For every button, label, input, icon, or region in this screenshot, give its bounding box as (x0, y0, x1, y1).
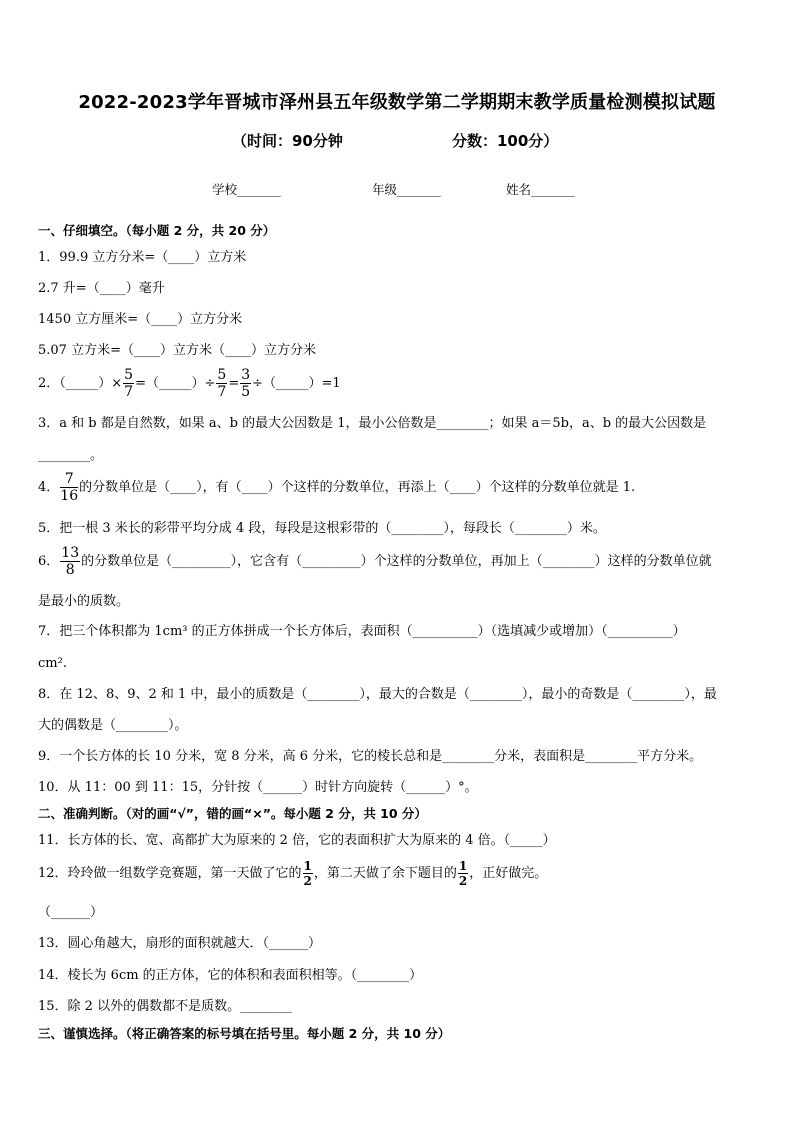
section-1-heading: 一、仔细填空。（每小题 2 分，共 20 分） (38, 223, 276, 238)
question-8a: 8．在 12、8、9、2 和 1 中，最小的质数是（________），最大的合数是（________），最小的奇数是（________），最 (38, 687, 717, 702)
question-4 (38, 472, 635, 503)
question-5: 5．把一根 3 米长的彩带平均分成 4 段，每段是这根彩带的（________），每段长（________）米。 (38, 521, 606, 536)
question-6 (38, 546, 712, 577)
q12-fraction-1: $\frac{1}{2}$ (303, 859, 312, 888)
exam-time: （时间：90分钟 (232, 132, 343, 150)
q2-part-3: = (228, 376, 240, 391)
q4-part-2: 的分数单位是（____），有（____）个这样的分数单位，再添上（____）个这样的分数单位就是 1. (79, 480, 636, 495)
question-3a: 3．a 和 b 都是自然数，如果 a、b 的最大公因数是 1，最小公倍数是________；如果 a＝5b，a、b 的最大公因数是 (38, 416, 707, 431)
q4-part-1: 4． (38, 480, 60, 495)
q12-part-3: ，正好做完。 (469, 866, 548, 881)
q2-part-2: =（_____）÷ (135, 376, 216, 391)
q12-part-1: 12．玲玲做一组数学竞赛题，第一天做了它的 (38, 866, 302, 881)
name-field: 姓名_______ (506, 182, 575, 197)
question-1d: 5.07 立方米=（____）立方米（____）立方分米 (38, 343, 316, 358)
question-14: 14．棱长为 6cm 的正方体，它的体积和表面积相等。（________） (38, 968, 423, 983)
question-1a: 1．99.9 立方分米=（____）立方米 (38, 250, 247, 265)
q2-fraction-1: $\frac{5}{7}$ (124, 367, 134, 400)
school-field: 学校_______ (212, 182, 281, 197)
exam-score: 分数：100分） (452, 132, 559, 150)
grade-field: 年级_______ (372, 182, 441, 197)
q2-fraction-2: $\frac{5}{7}$ (217, 367, 227, 400)
q2-fraction-3: $\frac{3}{5}$ (241, 367, 251, 400)
question-1b: 2.7 升=（____）毫升 (38, 281, 165, 296)
q6-part-2: 的分数单位是（_________），它含有（_________）个这样的分数单位，再加上（________）这样的分数单位就 (81, 554, 712, 569)
question-7a: 7．把三个体积都为 1cm³ 的正方体拼成一个长方体后，表面积（__________）（选填减少或增加）（__________） (38, 624, 686, 639)
question-8b: 大的偶数是（________）。 (38, 718, 188, 733)
question-11: 11．长方体的长、宽、高都扩大为原来的 2 倍，它的表面积扩大为原来的 4 倍。（_____） (38, 833, 556, 848)
q6-fraction: $\frac{13}{8}$ (61, 545, 80, 578)
exam-title: 2022-2023学年晋城市泽州县五年级数学第二学期期末教学质量检测模拟试题 (78, 92, 716, 113)
q12-part-2: ，第二天做了余下题目的 (313, 866, 457, 881)
question-7b: cm². (38, 656, 67, 671)
question-13: 13．圆心角越大，扇形的面积就越大．（______） (38, 936, 322, 951)
question-10: 10．从 11：00 到 11：15，分针按（______）时针方向旋转（______）°。 (38, 780, 478, 795)
q2-part-1: 2．（_____）× (38, 376, 123, 391)
q2-part-4: ÷（_____）=1 (252, 376, 341, 391)
question-15: 15．除 2 以外的偶数都不是质数。________ (38, 999, 293, 1014)
question-6-cont: 是最小的质数。 (38, 594, 130, 609)
section-2-heading: 二、准确判断。（对的画“√”，错的画“×”。每小题 2 分，共 10 分） (38, 806, 427, 821)
q12-fraction-2: $\frac{1}{2}$ (458, 859, 468, 888)
question-2 (38, 368, 341, 399)
question-3b: ________。 (38, 448, 104, 463)
question-9: 9．一个长方体的长 10 分米，宽 8 分米，高 6 分米，它的棱长总和是________分米，表面积是________平方分米。 (38, 749, 703, 764)
q4-fraction: $\frac{7}{16}$ (60, 471, 79, 504)
question-12 (38, 860, 547, 887)
q6-part-1: 6． (38, 554, 60, 569)
question-12-answer: （______） (38, 905, 104, 920)
section-3-heading: 三、谨慎选择。（将正确答案的标号填在括号里。每小题 2 分，共 10 分） (38, 1026, 451, 1041)
question-1c: 1450 立方厘米=（____）立方分米 (38, 312, 243, 327)
